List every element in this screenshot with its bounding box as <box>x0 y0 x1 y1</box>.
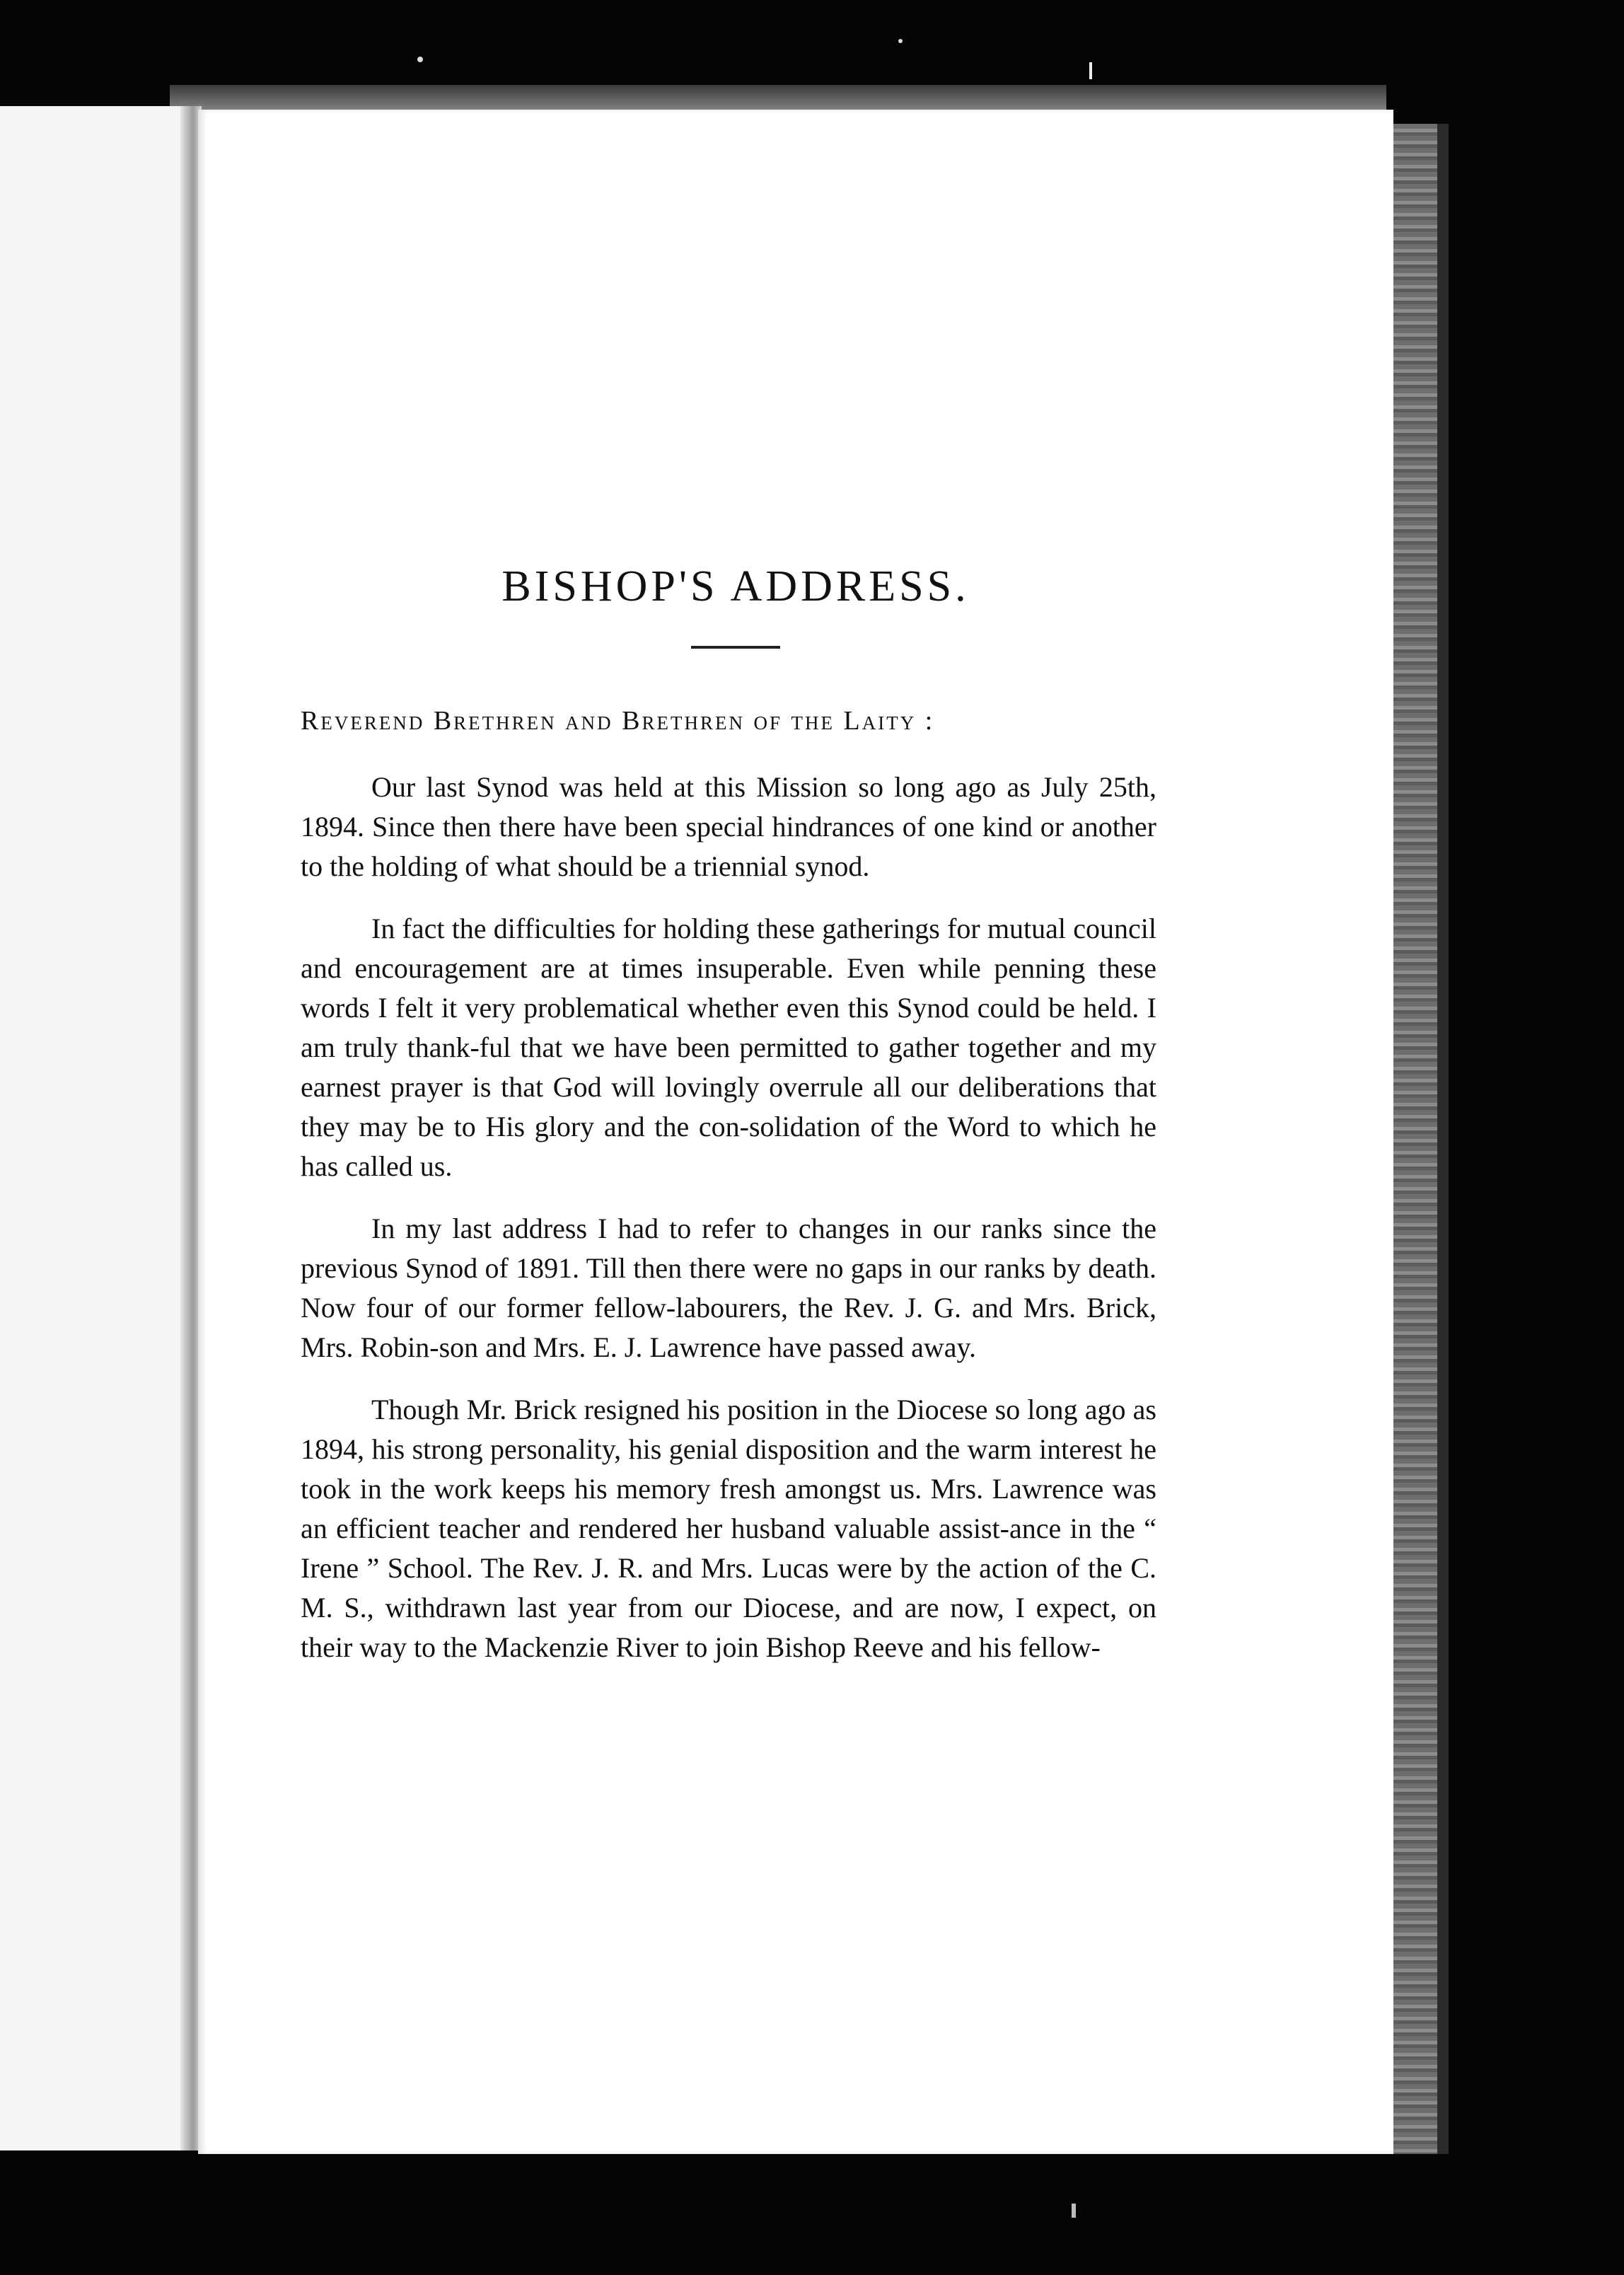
document-page <box>198 110 1393 2154</box>
salutation: Reverend Brethren and Brethren of the Laity : <box>301 706 935 736</box>
scan-speck <box>1089 62 1092 79</box>
scan-speck <box>417 57 423 62</box>
scan-speck <box>1072 2204 1076 2218</box>
book-top-edge <box>170 85 1386 113</box>
title-divider <box>691 646 780 649</box>
page-content <box>301 562 1156 1667</box>
page-title: BISHOP'S ADDRESS. <box>501 562 970 610</box>
paragraph-4: Though Mr. Brick resigned his position in the Diocese so long ago as 1894, his strong personality, his genial disposition and the warm interest he took in the work keeps his memory fresh amongst us. Mrs. Lawrence was an efficient teacher and rendered her husband valuable assist-ance in the “ Irene ” School. The Rev. J. R. and Mrs. Lucas were by the action of the C. M. S., withdrawn last year from our Diocese, and are now, I expect, on their way to the Mackenzie River to join Bishop Reeve and his fellow- <box>301 1393 1156 1663</box>
left-facing-page <box>0 106 191 2150</box>
paragraph-3: In my last address I had to refer to changes in our ranks since the previous Synod of 1891. Till then there were no gaps in our ranks by death. Now four of our former fellow-labourers, the Rev. J. G. and Mrs. Brick, Mrs. Robin-son and Mrs. E. J. Lawrence have passed away. <box>301 1212 1156 1363</box>
paragraph-1: Our last Synod was held at this Mission so long ago as July 25th, 1894. Since then there have been special hindrances of one kind or another to the holding of what should be a triennial synod. <box>301 770 1156 882</box>
cover-shadow <box>1437 124 1449 2154</box>
paragraph-2: In fact the difficulties for holding these gatherings for mutual council and encouragement are at times insuperable. Even while penning these words I felt it very problematical whether even this Synod could be held. I am truly thank-ful that we have been permitted to gather together and my earnest prayer is that God will lovingly overrule all our deliberations that they may be to His glory and the con-solidation of the Word to which he has called us. <box>301 912 1156 1182</box>
scan-speck <box>898 39 903 43</box>
